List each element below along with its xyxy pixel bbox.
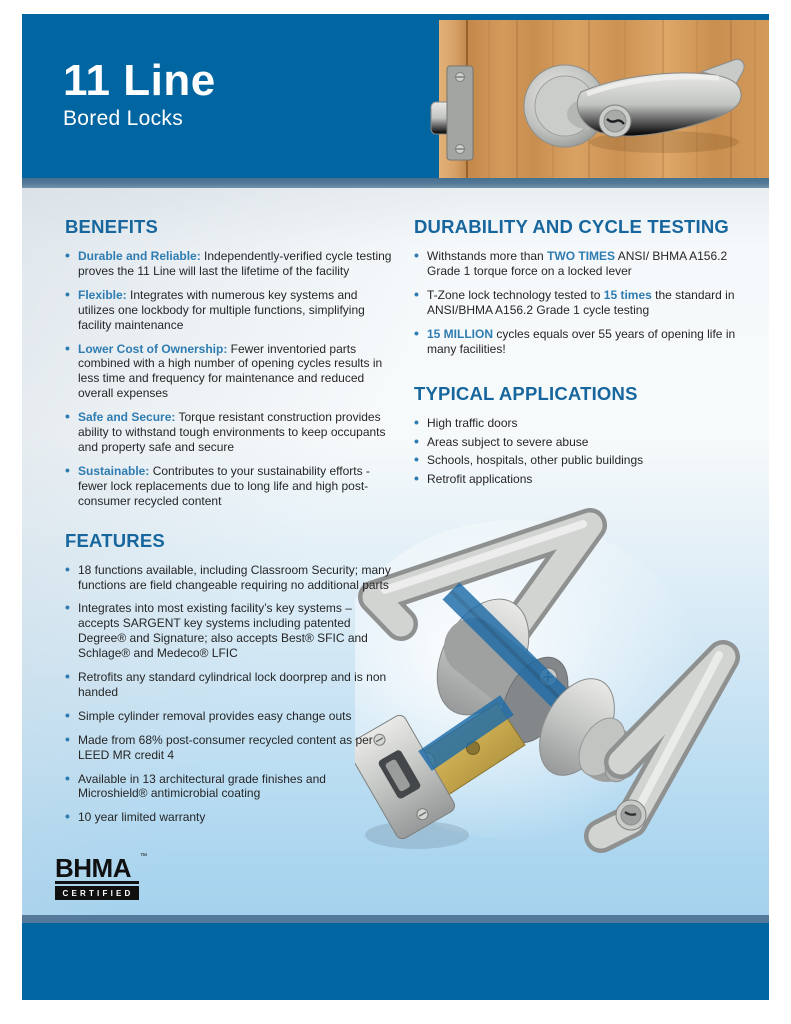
applications-list	[414, 416, 752, 487]
benefit-text: Fewer inventoried parts combined with a high number of opening cycles results in less time and frequency for maintenance and reduced overall expenses	[78, 341, 383, 401]
feature-item: • Integrates into most existing facility’s key systems – accepts SARGENT key systems including patented Degree® and Signature; also accepts Best® SFIC and Schlage® and Medeco® LFIC	[65, 601, 395, 661]
durability-list	[414, 249, 752, 356]
feature-item: • Simple cylinder removal provides easy change outs	[65, 709, 395, 724]
benefits-list	[65, 249, 395, 509]
benefit-text: Contributes to your sustainability efforts - fewer lock replacements due to long life and high post-consumer recycled content	[78, 463, 370, 508]
bhma-logo-text: BHMA	[55, 853, 131, 883]
benefit-item	[65, 342, 395, 402]
feature-item: • Retrofits any standard cylindrical lock doorprep and is non handed	[65, 670, 395, 700]
benefit-lead: Safe and Secure:	[78, 410, 176, 425]
feature-item: • Available in 13 architectural grade finishes and Microshield® antimicrobial coating	[65, 772, 395, 802]
durability-highlight: 15 times	[603, 287, 652, 302]
durability-text: Withstands more than	[427, 249, 548, 263]
footer-band	[22, 923, 769, 1000]
bhma-certified-logo	[55, 853, 147, 900]
bhma-certified-label: CERTIFIED	[55, 886, 139, 900]
durability-text: the standard in ANSI/BHMA A156.2 Grade 1 cycle testing	[427, 287, 735, 317]
right-column	[414, 216, 752, 490]
benefit-text: Independently-verified cycle testing proves the 11 Line will last the lifetime of the facility	[78, 249, 392, 278]
page-subtitle: Bored Locks	[63, 107, 184, 131]
durability-item	[414, 249, 752, 279]
benefit-lead: Sustainable:	[78, 463, 150, 478]
benefit-text: Integrates with numerous key systems and utilizes one lockbody for multiple functions, simplifying facility maintenance	[78, 287, 365, 332]
page-title: 11 Line	[63, 56, 216, 105]
content-area	[22, 188, 769, 915]
header-divider-strip	[22, 178, 769, 188]
durability-text: ANSI/ BHMA A156.2 Grade 1 torque force on a locked lever	[427, 249, 728, 278]
benefit-item	[65, 249, 395, 279]
door-lever-photo	[429, 20, 769, 178]
durability-heading: DURABILITY AND CYCLE TESTING	[414, 216, 729, 237]
benefit-item	[65, 464, 395, 509]
application-item: • Areas subject to severe abuse	[414, 435, 752, 451]
benefit-lead: Lower Cost of Ownership:	[78, 341, 228, 356]
exploded-lock-photo	[355, 505, 769, 915]
footer-divider-strip	[22, 915, 769, 923]
durability-item	[414, 327, 752, 357]
benefit-text: Torque resistant construction provides ability to withstand tough environments to keep occupants and property safe and secure	[78, 410, 386, 454]
application-item: • Retrofit applications	[414, 472, 752, 488]
benefit-lead: Durable and Reliable:	[78, 249, 201, 263]
application-item: • High traffic doors	[414, 416, 752, 432]
features-list	[65, 563, 395, 826]
left-column	[65, 216, 395, 834]
durability-text: T-Zone lock technology tested to	[427, 287, 604, 302]
durability-highlight: 15 MILLION	[427, 326, 494, 341]
durability-highlight: TWO TIMES	[547, 249, 616, 263]
trademark-symbol: ™	[140, 853, 147, 860]
features-heading: FEATURES	[65, 529, 165, 551]
feature-item: • Made from 68% post-consumer recycled content as per LEED MR credit 4	[65, 733, 395, 763]
title-block	[63, 58, 216, 131]
benefit-lead: Flexible:	[78, 287, 127, 302]
applications-heading: TYPICAL APPLICATIONS	[414, 383, 638, 405]
benefits-heading: BENEFITS	[65, 216, 159, 237]
benefit-item	[65, 410, 395, 455]
feature-item: • 10 year limited warranty	[65, 810, 395, 825]
durability-item	[414, 288, 752, 318]
feature-item: • 18 functions available, including Classroom Security; many functions are field changeable requiring no additional parts	[65, 563, 395, 593]
application-item: • Schools, hospitals, other public buildings	[414, 453, 752, 469]
bhma-logo-top	[55, 853, 147, 884]
benefit-item	[65, 288, 395, 333]
durability-text: cycles equals over 55 years of opening life in many facilities!	[427, 326, 736, 356]
